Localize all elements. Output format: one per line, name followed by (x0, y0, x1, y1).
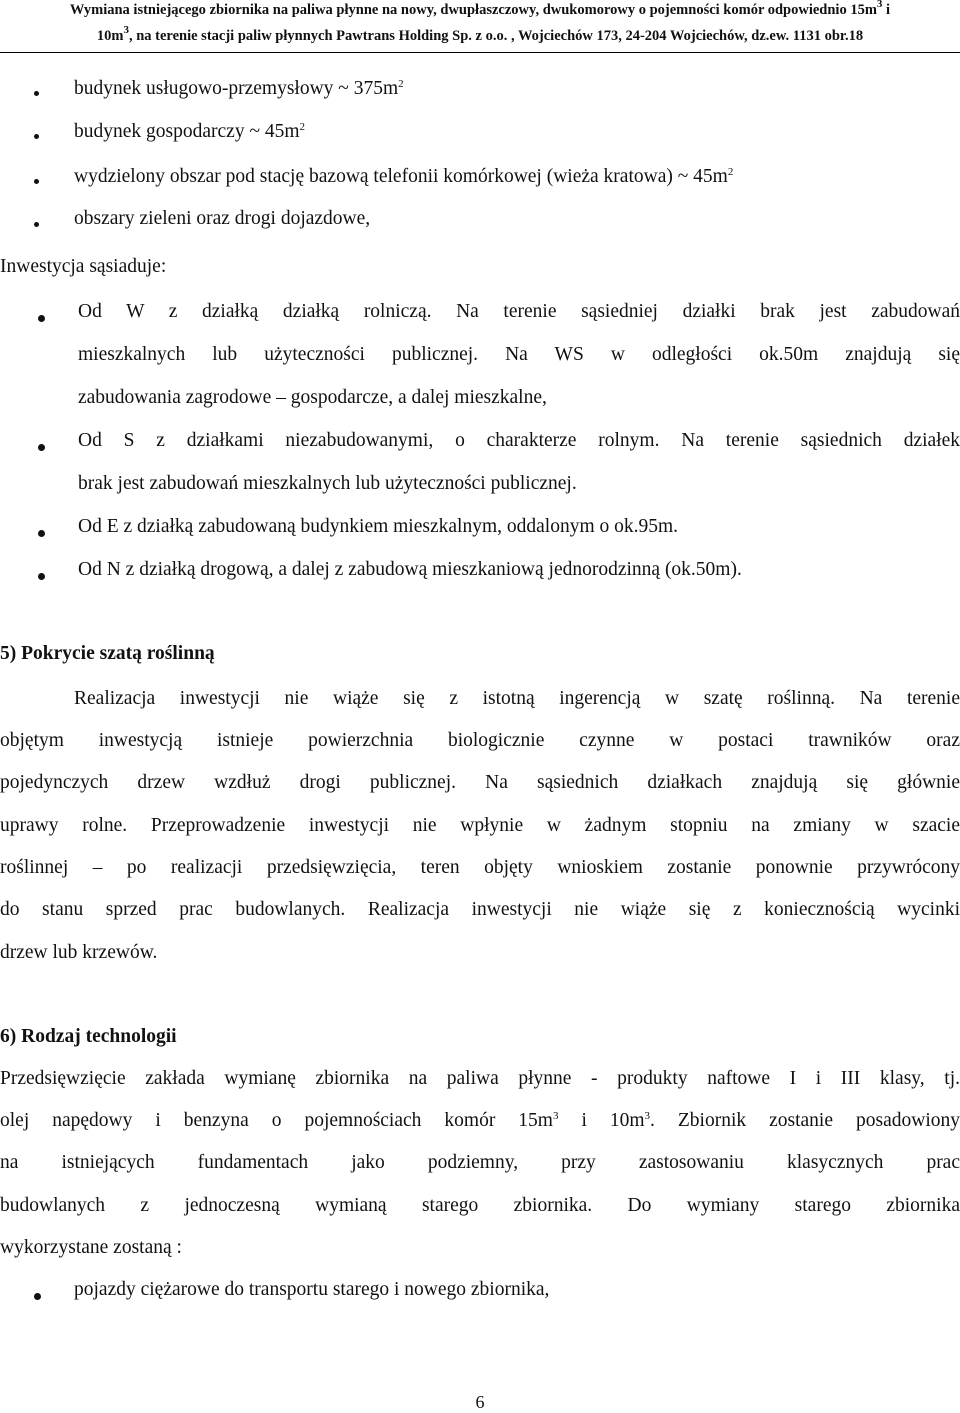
bullet-icon (38, 530, 45, 537)
list-item: Od N z działką drogową, a dalej z zabudową mieszkaniową jednorodzinną (ok.50m). (78, 559, 742, 580)
section-5-paragraph-line: roślinnej – po realizacji przedsięwzięcia, teren objęty wnioskiem zostanie ponownie przywrócony (0, 857, 960, 878)
section-5-paragraph-line: drzew lub krzewów. (0, 942, 158, 963)
section-6-paragraph-line: Przedsięwzięcie zakłada wymianę zbiornika na paliwa płynne - produkty naftowe I i III klasy, tj. (0, 1068, 960, 1089)
list-item: Od E z działką zabudowaną budynkiem mieszkalnym, oddalonym o ok.95m. (78, 516, 679, 537)
section-5-paragraph-line: uprawy rolne. Przeprowadzenie inwestycji nie wpłynie w żadnym stopniu na zmiany w szacie (0, 815, 960, 836)
section-5-paragraph-line: Realizacja inwestycji nie wiąże się z istotną ingerencją w szatę roślinną. Na terenie (74, 688, 960, 709)
list-item: pojazdy ciężarowe do transportu starego i nowego zbiornika, (74, 1279, 550, 1300)
bullet-icon (34, 1293, 41, 1300)
list-item-continuation: mieszkalnych lub użyteczności publicznej. Na WS w odległości ok.50m znajdują się (78, 344, 960, 365)
bullet-icon (38, 573, 45, 580)
page-number: 6 (475, 1392, 485, 1412)
bullet-icon (34, 179, 39, 184)
section-5-heading: 5) Pokrycie szatą roślinną (0, 643, 215, 664)
bullet-icon (34, 134, 39, 139)
header-line-2: $10m^3$, na terenie stacji paliw płynnych Pawtrans Holding Sp. z o.o. , Wojciechów 173, 24-204 Wojciechów, dz.ew. 1131 obr.18 (96, 24, 864, 44)
section-6-paragraph-line: olej napędowy i benzyna o pojemnościach komór $15m^3$ i $10m^3$. Zbiornik zostanie posadowiony (0, 1110, 960, 1131)
list-item: budynek usługowo-przemysłowy ~ $375m^2$ (74, 78, 404, 99)
list-item-continuation: brak jest zabudowań mieszkalnych lub użyteczności publicznej. (78, 473, 577, 494)
list-item: obszary zieleni oraz drogi dojazdowe, (74, 208, 371, 229)
section-5-paragraph-line: do stanu sprzed prac budowlanych. Realizacja inwestycji nie wiąże się z koniecznością wycinki (0, 899, 960, 920)
list-item: Od W z działką działką rolniczą. Na terenie sąsiedniej działki brak jest zabudowań (78, 301, 960, 322)
list-item: budynek gospodarczy ~ $45m^2$ (74, 121, 306, 142)
bullet-icon (34, 222, 39, 227)
header-divider (0, 52, 960, 53)
bullet-icon (38, 315, 45, 322)
header-line-1: Wymiana istniejącego zbiornika na paliwa płynne na nowy, dwupłaszczowy, dwukomorowy o pojemności komór odpowiednio $15m^3$ i (69, 0, 891, 18)
section-5-paragraph-line: objętym inwestycją istnieje powierzchnia biologicznie czynne w postaci trawników oraz (0, 730, 960, 751)
bullet-icon (34, 91, 39, 96)
section-6-paragraph-line: budowlanych z jednoczesną wymianą starego zbiornika. Do wymiany starego zbiornika (0, 1195, 960, 1216)
list-item: wydzielony obszar pod stację bazową telefonii komórkowej (wieża kratowa) ~ $45m^2$ (74, 166, 734, 187)
section-6-heading: 6) Rodzaj technologii (0, 1026, 177, 1047)
section-6-paragraph-line: wykorzystane zostaną : (0, 1237, 182, 1258)
neighbors-intro: Inwestycja sąsiaduje: (0, 256, 167, 277)
list-item-continuation: zabudowania zagrodowe – gospodarcze, a dalej mieszkalne, (78, 387, 547, 408)
bullet-icon (38, 444, 45, 451)
list-item: Od S z działkami niezabudowanymi, o charakterze rolnym. Na terenie sąsiednich działek (78, 430, 960, 451)
section-6-paragraph-line: na istniejących fundamentach jako podziemny, przy zastosowaniu klasycznych prac (0, 1152, 960, 1173)
section-5-paragraph-line: pojedynczych drzew wzdłuż drogi publicznej. Na sąsiednich działkach znajdują się głównie (0, 772, 960, 793)
